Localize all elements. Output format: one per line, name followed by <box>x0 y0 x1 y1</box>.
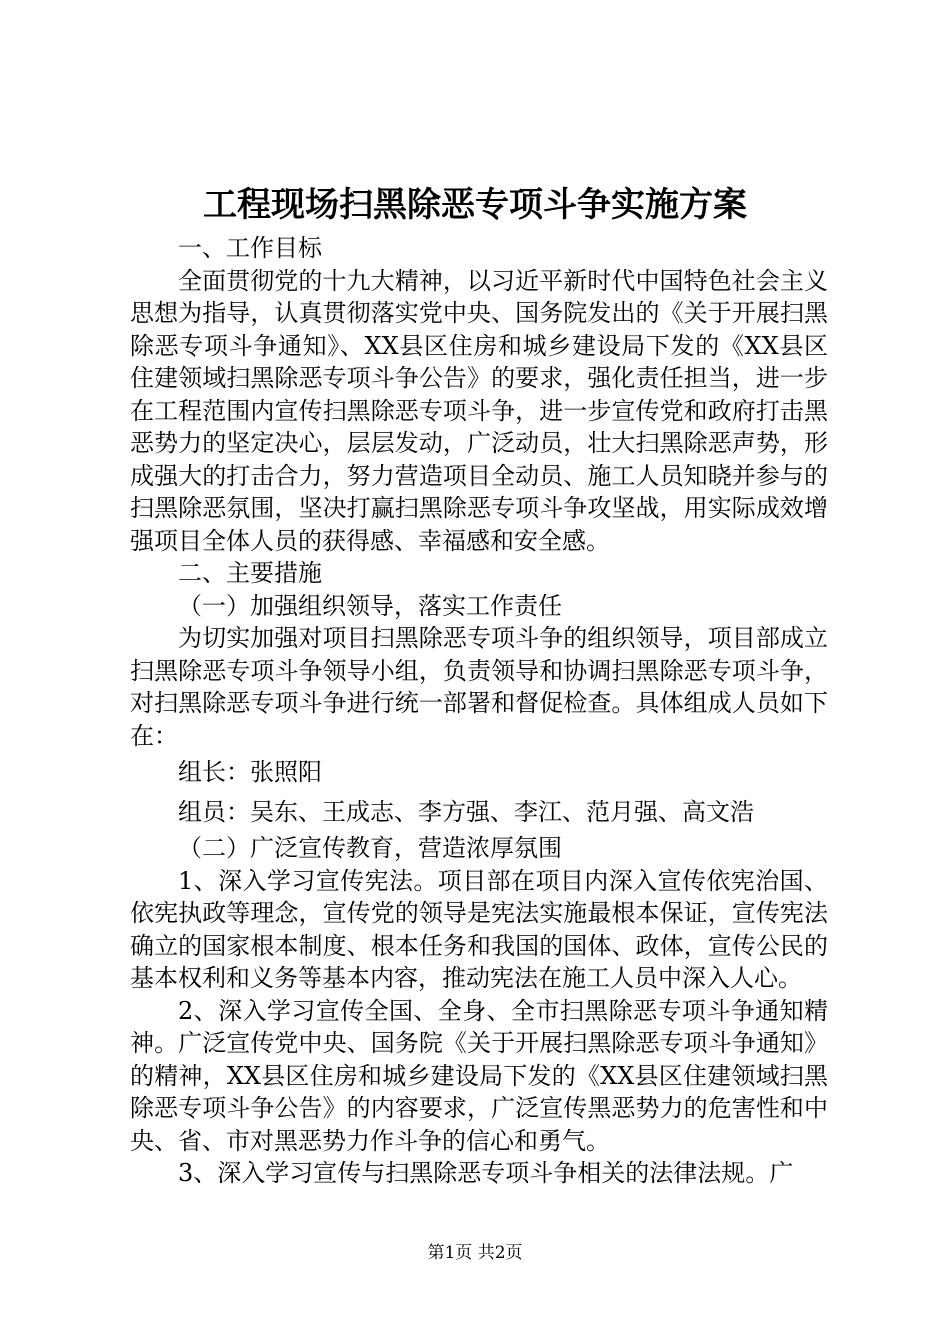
paragraph-item-2: 2、深入学习宣传全国、全身、全市扫黑除恶专项斗争通知精神。广泛宣传党中央、国务院《关于开展扫黑除恶专项斗争通知》的精神，XX县区住房和城乡建设局下发的《XX县区住建领域扫黑除恶专项斗争公告》的内容要求，广泛宣传黑恶势力的危害性和中央、省、市对黑恶势力作斗争的信心和勇气。 <box>130 996 828 1155</box>
section-heading-goals: 一、工作目标 <box>178 234 322 262</box>
subsection-heading-publicity: （二）广泛宣传教育，营造浓厚氛围 <box>178 834 562 862</box>
page-footer: 第1页 共2页 <box>427 1243 523 1263</box>
paragraph-goals: 全面贯彻党的十九大精神，以习近平新时代中国特色社会主义思想为指导，认真贯彻落实党中央、国务院发出的《关于开展扫黑除恶专项斗争通知》、XX县区住房和城乡建设局下发的《XX县区住建领域扫黑除恶专项斗争公告》的要求，强化责任担当，进一步在工程范围内宣传扫黑除恶专项斗争，进一步宣传党和政府打击黑恶势力的坚定决心，层层发动，广泛动员，壮大扫黑除恶声势，形成强大的打击合力，努力营造项目全动员、施工人员知晓并参与的扫黑除恶氛围，坚决打赢扫黑除恶专项斗争攻坚战，用实际成效增强项目全体人员的获得感、幸福感和安全感。 <box>130 266 828 555</box>
subsection-heading-leadership: （一）加强组织领导，落实工作责任 <box>178 591 562 620</box>
paragraph-item-3: 3、深入学习宣传与扫黑除恶专项斗争相关的法律法规。广 <box>178 1159 794 1187</box>
document-body <box>130 232 828 1190</box>
paragraph-item-1: 1、深入学习宣传宪法。项目部在项目内深入宣传依宪治国、依宪执政等理念，宣传党的领导是宪法实施最根本保证，宣传宪法确立的国家根本制度、根本任务和我国的国体、政体，宣传公民的基本权利和义务等基本内容，推动宪法在施工人员中深入人心。 <box>130 866 828 992</box>
team-members-line: 组员：吴东、王成志、李方强、李江、范月强、高文浩 <box>178 798 754 826</box>
team-leader-line: 组长：张照阳 <box>178 758 322 786</box>
document-title: 工程现场扫黑除恶专项斗争实施方案 <box>203 185 747 225</box>
paragraph-leadership: 为切实加强对项目扫黑除恶专项斗争的组织领导，项目部成立扫黑除恶专项斗争领导小组，负责领导和协调扫黑除恶专项斗争，对扫黑除恶专项斗争进行统一部署和督促检查。具体组成人员如下在： <box>130 624 828 750</box>
section-heading-measures: 二、主要措施 <box>178 559 322 587</box>
